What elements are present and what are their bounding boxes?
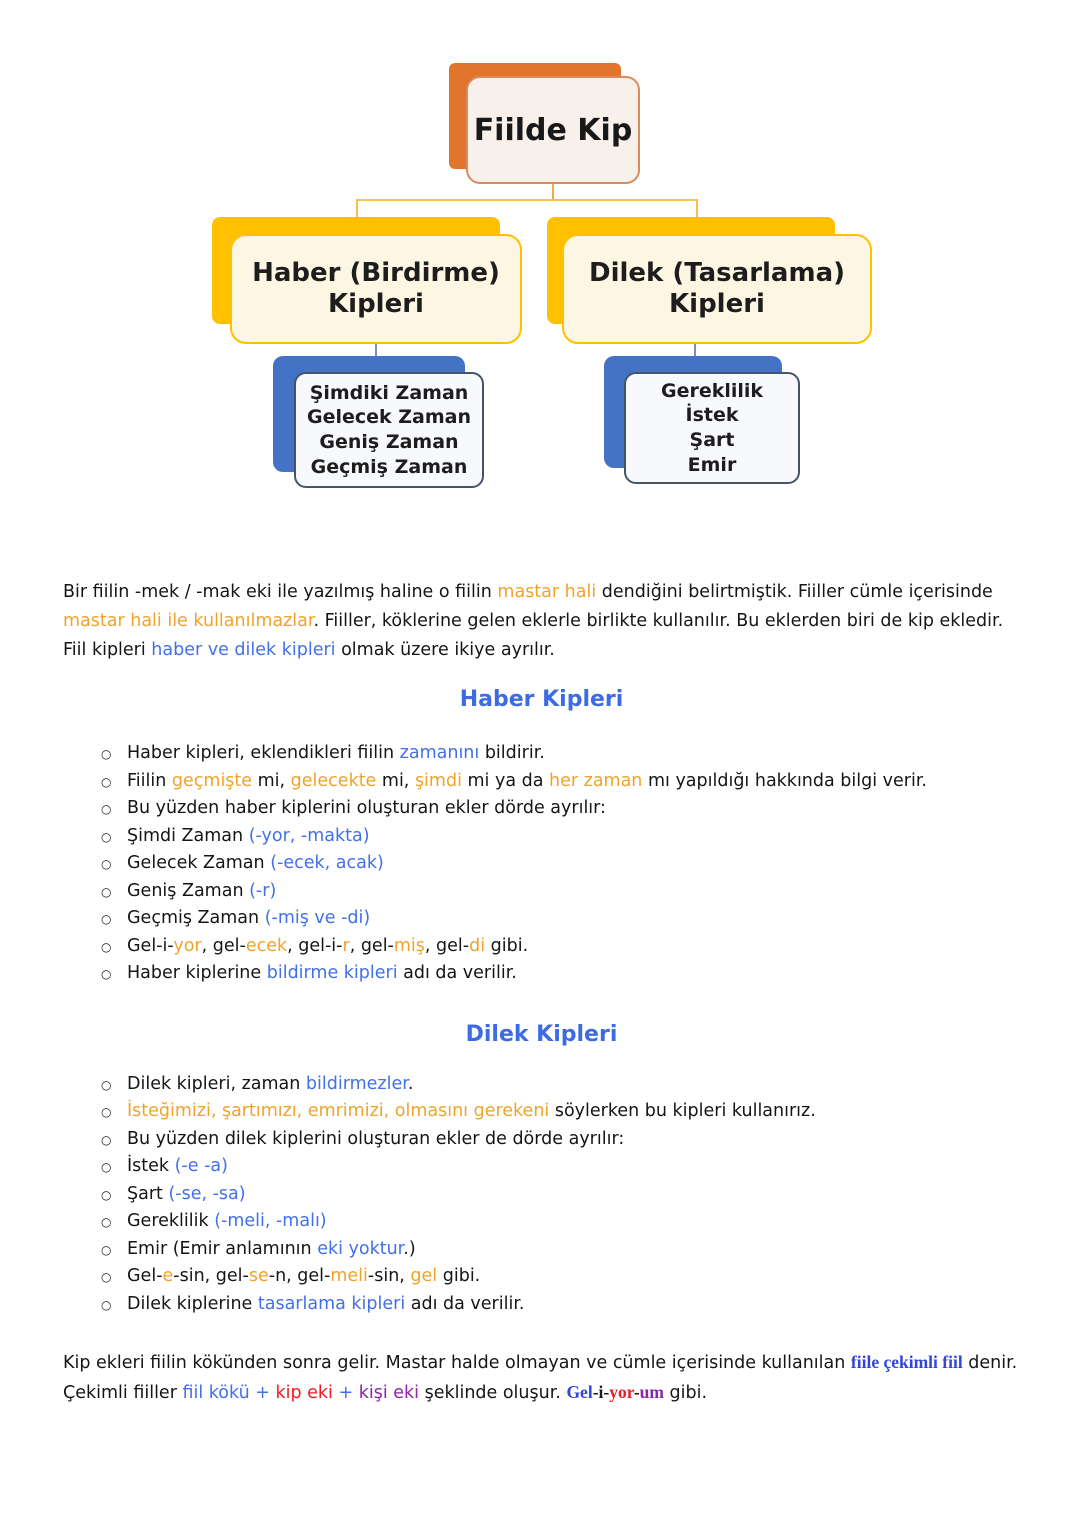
list-item-text: Emir (Emir anlamının eki yoktur.) xyxy=(127,1238,416,1259)
intro-paragraph: Bir fiilin -mek / -mak eki ile yazılmış haline o fiilin mastar hali dendiğini belirtmiştik. Fiiller cümle içerisinde mastar hali ile kullanılmazlar. Fiiller, köklerine gelen eklerle birlikte kullanılır. Bu eklerden biri de kip ekledir. Fiil kipleri haber ve dilek kipleri olmak üzere ikiye ayrılır. xyxy=(63,582,1004,660)
list-item xyxy=(63,1236,1020,1264)
bullet-circle-icon: ○ xyxy=(101,747,112,761)
list-item-text: Şimdi Zaman (-yor, -makta) xyxy=(127,825,370,846)
footer-paragraph: Kip ekleri fiilin kökünden sonra gelir. Mastar halde olmayan ve cümle içerisinde kullanılan fiile çekimli fiil denir. Çekimli fiiller fiil kökü + kip eki + kişi eki şeklinde oluşur. Gel-i-yor-um gibi. xyxy=(63,1352,1018,1403)
document-body xyxy=(63,578,1020,1408)
bullet-circle-icon: ○ xyxy=(101,884,112,899)
list-item xyxy=(63,1153,1020,1181)
list-item-text: İstek (-e -a) xyxy=(127,1156,228,1176)
section-heading-dilek: Dilek Kipleri xyxy=(465,1021,618,1047)
dilek-sub-box xyxy=(624,372,800,484)
list-item-text: Geniş Zaman (-r) xyxy=(127,880,277,901)
list-item-text: Dilek kiplerine tasarlama kipleri adı da verilir. xyxy=(127,1293,525,1314)
dilek-box xyxy=(562,234,872,344)
bullet-circle-icon: ○ xyxy=(101,1242,112,1257)
bullet-circle-icon: ○ xyxy=(101,829,112,844)
bullet-circle-icon: ○ xyxy=(101,802,112,816)
bullet-circle-icon: ○ xyxy=(101,912,112,926)
list-item-text: Dilek kipleri, zaman bildirmezler. xyxy=(127,1073,414,1094)
list-item xyxy=(63,1263,1020,1291)
dilek-sub-item: Emir xyxy=(687,453,737,476)
kip-diagram xyxy=(0,0,1080,560)
haber-bullet-list xyxy=(63,740,1020,988)
connector-left-drop xyxy=(356,200,358,218)
list-item xyxy=(63,768,1020,796)
list-item-text: İsteğimizi, şartımızı, emrimizi, olmasını gerekeni söylerken bu kipleri kullanırız. xyxy=(127,1101,816,1121)
list-item-text: Haber kipleri, eklendikleri fiilin zamanını bildirir. xyxy=(127,743,545,763)
list-item xyxy=(63,1181,1020,1209)
list-item-text: Gel-i-yor, gel-ecek, gel-i-r, gel-miş, gel-di gibi. xyxy=(127,935,529,956)
dilek-sub-item: Gereklilik xyxy=(660,379,764,402)
haber-sub-item: Geçmiş Zaman xyxy=(310,455,468,478)
list-item-text: Haber kiplerine bildirme kipleri adı da verilir. xyxy=(127,963,517,983)
list-item-text: Bu yüzden dilek kiplerini oluşturan ekler de dörde ayrılır: xyxy=(127,1128,625,1149)
dilek-sub-item: Şart xyxy=(689,429,735,451)
bullet-circle-icon: ○ xyxy=(101,1132,112,1147)
connector-horizontal xyxy=(356,199,698,201)
bullet-circle-icon: ○ xyxy=(101,1077,112,1092)
list-item-text: Fiilin geçmişte mi, gelecekte mi, şimdi mi ya da her zaman mı yapıldığı hakkında bilgi verir. xyxy=(127,770,927,791)
list-item xyxy=(63,1098,1020,1126)
section-heading-haber: Haber Kipleri xyxy=(459,687,624,712)
root-box xyxy=(466,76,640,184)
haber-box-label-line1: Haber (Birdirme) xyxy=(252,257,500,288)
list-item xyxy=(63,905,1020,933)
list-item xyxy=(63,1071,1020,1099)
dilek-box-label-line2: Kipleri xyxy=(669,289,765,319)
bullet-circle-icon: ○ xyxy=(101,939,112,954)
list-item-text: Geçmiş Zaman (-miş ve -di) xyxy=(127,908,371,928)
bullet-circle-icon: ○ xyxy=(101,1270,112,1284)
bullet-circle-icon: ○ xyxy=(101,1187,112,1202)
list-item xyxy=(63,740,1020,768)
dilek-bullet-list xyxy=(63,1071,1020,1319)
list-item xyxy=(63,1208,1020,1236)
connector-right-drop xyxy=(696,200,698,218)
bullet-circle-icon: ○ xyxy=(101,1215,112,1229)
bullet-circle-icon: ○ xyxy=(101,1297,112,1312)
bullet-circle-icon: ○ xyxy=(101,967,112,981)
dilek-box-label-line1: Dilek (Tasarlama) xyxy=(588,257,845,288)
haber-box-label-line2: Kipleri xyxy=(328,289,424,319)
list-item-text: Gel-e-sin, gel-se-n, gel-meli-sin, gel gibi. xyxy=(127,1266,481,1286)
list-item xyxy=(63,960,1020,988)
haber-box xyxy=(230,234,522,344)
list-item xyxy=(63,1291,1020,1319)
list-item-text: Bu yüzden haber kiplerini oluşturan ekler dörde ayrılır: xyxy=(127,798,606,818)
haber-sub-box xyxy=(294,372,484,488)
dilek-sub-item: İstek xyxy=(685,404,739,427)
list-item-text: Gelecek Zaman (-ecek, acak) xyxy=(127,853,384,873)
list-item xyxy=(63,850,1020,878)
haber-sub-item: Şimdiki Zaman xyxy=(309,381,469,404)
bullet-circle-icon: ○ xyxy=(101,1105,112,1119)
list-item xyxy=(63,795,1020,823)
list-item xyxy=(63,878,1020,906)
bullet-circle-icon: ○ xyxy=(101,1160,112,1174)
haber-sub-item: Geniş Zaman xyxy=(319,431,459,453)
connector-root-vertical xyxy=(552,184,554,200)
root-box-label: Fiilde Kip xyxy=(473,112,633,148)
bullet-circle-icon: ○ xyxy=(101,857,112,871)
list-item-text: Gereklilik (-meli, -malı) xyxy=(127,1211,327,1231)
haber-sub-item: Gelecek Zaman xyxy=(306,406,472,429)
list-item xyxy=(63,933,1020,961)
bullet-circle-icon: ○ xyxy=(101,774,112,789)
list-item xyxy=(63,1126,1020,1154)
list-item xyxy=(63,823,1020,851)
list-item-text: Şart (-se, -sa) xyxy=(127,1183,246,1204)
